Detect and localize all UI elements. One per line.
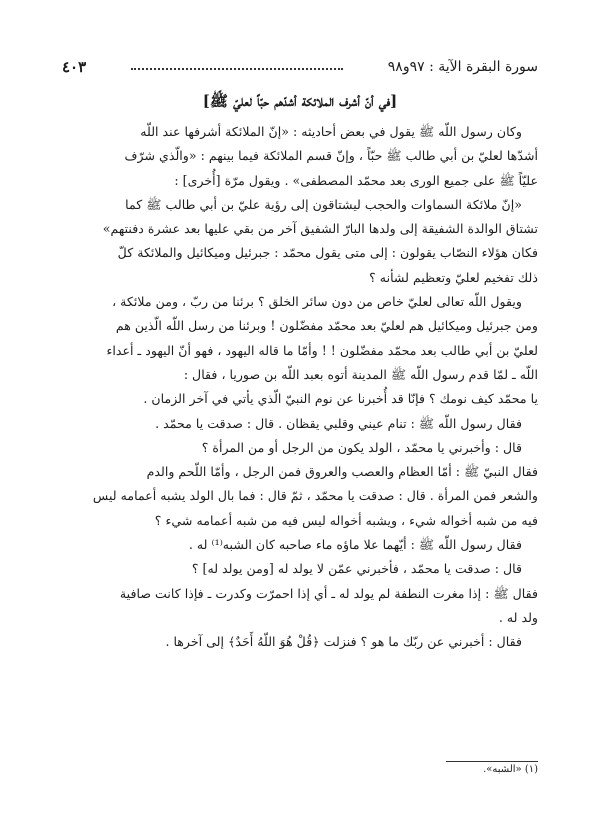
text-line: فيه من شبه أخواله شيء ، ويشبه أخواله ليس فيه من شبه أعمامه شيء ؟ [154,512,538,528]
text-line: تشتاق الوالدة الشفيقة إلى ولدها البارّ الشفيق آخر من بقي عليها بعد عشرة دفنتهم» [102,221,538,237]
text-line: أشدّها لعليّ بن أبي طالب ﷺ حبّاً ، وإنّ قسم الملائكة فيما بينهم : «والّذي شرّف [124,148,538,164]
text-line: قال : صدقت يا محمّد ، فأخبرني عمّن لا يولد له [ومن يولد له] ؟ [191,561,522,577]
text-line: لعليّ بن أبي طالب بعد محمّد مفضّلون ! ! وأمّا ما قاله اليهود ، فهو أنّ اليهود ـ أعداء [106,342,538,358]
text-line: ولد له . [498,609,538,625]
text-line: ومن جبرئيل وميكائيل هم لعليّ بعد محمّد مفضّلون ! وبرئنا من رسل اللّه الّذين هم [115,318,538,334]
page-number: ٤٠٣ [62,58,87,76]
text-line: عليّاً ﷺ على جميع الورى بعد محمّد المصطفى» . ويقول مرّة [أُخرى] : [174,172,538,188]
footnote: (١) «الشبه». [483,764,538,775]
text-line: فكان هؤلاء النصّاب يقولون : إلى متى يقول محمّد : جبرئيل وميكائيل والملائكة كلّ [117,245,538,261]
text-line: فقال رسول اللّه ﷺ : تنام عيني وقلبي يقظان . قال : صدقت يا محمّد . [155,415,522,431]
text-line: اللّه ـ لمّا قدم رسول اللّه ﷺ المدينة أتوه بعبد اللّه بن صوريا ، فقال : [183,366,538,382]
text-line: قال : وأخبرني يا محمّد ، الولد يكون من الرجل أو من المرأة ؟ [201,439,522,455]
text-line: يا محمّد كيف نومك ؟ فإنّا قد أُخبرنا عن نوم النبيّ الّذي يأتي في آخر الزمان . [143,391,538,407]
text-line: وكان رسول اللّه ﷺ يقول في بعض أحاديثه : «إنّ الملائكة أشرفها عند اللّه [140,124,522,139]
text-line: ذلك تفخيم لعليّ وتعظيم لشأنه ؟ [369,269,538,285]
running-header [62,56,538,78]
text-line: فقال ﷺ : إذا مغرت النطفة لم يولد له ـ أي إذا احمرّت وكدرت ـ فإذا كانت صافية [119,585,538,601]
text-line: فقال النبيّ ﷺ : أمّا العظام والعصب والعروق فمن الرجل ، وأمّا اللّحم والدم [146,464,538,480]
text-line: «إنّ ملائكة السماوات والحجب ليشتاقون إلى رؤية عليّ بن أبي طالب ﷺ كما [125,196,522,212]
surah-reference: سورة البقرة الآية : ٩٧و٩٨ [387,59,538,75]
section-title: [في أنّ أشرف الملائكة أشدّهم حبّاً لعليّ ﷺ] [202,92,398,110]
body-text [70,120,538,655]
footnote-rule [446,761,538,762]
text-line: فقال : أخبرني عن ربّك ما هو ؟ فنزلت ﴿قُلْ هُوَ اللّهُ أَحَدٌ﴾ إلى آخرها . [165,634,522,650]
header-dotted-rule [131,68,343,70]
text-line: ويقول اللّه تعالى لعليّ خاص من دون سائر الخلق ؟ برئنا من ربّ ، ومن ملائكة ، [112,294,522,310]
text-line: فقال رسول اللّه ﷺ : أيّهما علا ماؤه ماء صاحبه كان الشبه⁽¹⁾ له . [188,537,522,553]
text-line: والشعر فمن المرأة . قال : صدقت يا محمّد ، ثمّ قال : فما بال الولد يشبه أعمامه ليس [92,488,538,504]
